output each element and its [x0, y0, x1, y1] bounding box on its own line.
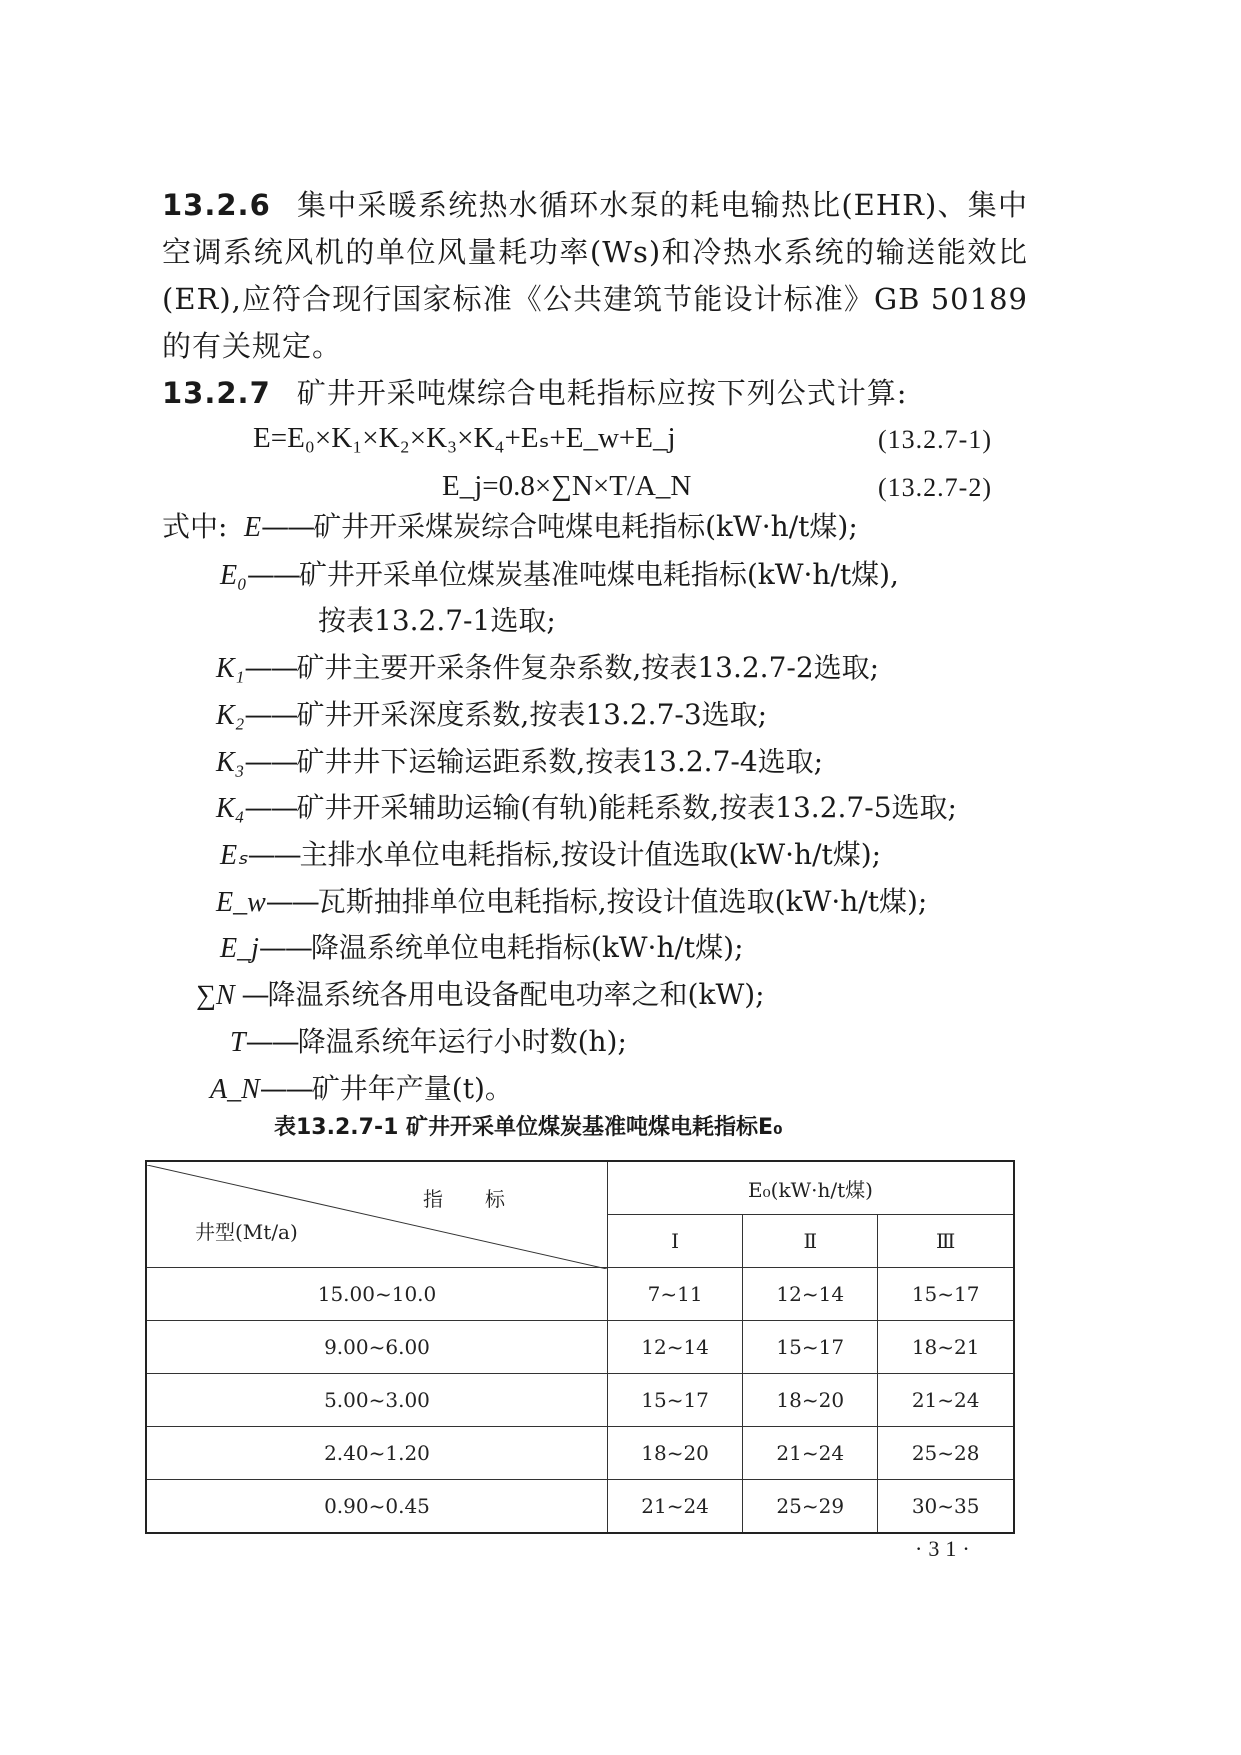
row-type: 0.90~0.45: [146, 1480, 608, 1534]
section-text: 矿井开采吨煤综合电耗指标应按下列公式计算:: [296, 376, 908, 410]
variable-item: A_N——矿井年产量(t)。: [210, 1072, 513, 1105]
row-value: 12~14: [743, 1268, 878, 1321]
row-type: 2.40~1.20: [146, 1427, 608, 1480]
variable-symbol: A_N: [210, 1074, 260, 1105]
variable-item: K₄——矿井开采辅助运输(有轨)能耗系数,按表13.2.7-5选取;: [216, 791, 957, 824]
row-value: 12~14: [608, 1321, 743, 1374]
where-label: 式中:: [162, 510, 228, 543]
variable-item: E_w——瓦斯抽排单位电耗指标,按设计值选取(kW·h/t煤);: [216, 885, 928, 918]
variable-item: E₀——矿井开采单位煤炭基准吨煤电耗指标(kW·h/t煤),: [220, 558, 899, 591]
table-header-row: [146, 1161, 1014, 1215]
row-type: 9.00~6.00: [146, 1321, 608, 1374]
variable-desc: 主排水单位电耗指标,按设计值选取(kW·h/t煤);: [299, 838, 882, 871]
corner-top-label: 指标: [423, 1186, 547, 1211]
row-value: 18~20: [743, 1374, 878, 1427]
row-value: 15~17: [878, 1268, 1014, 1321]
variable-item: K₁——矿井主要开采条件复杂系数,按表13.2.7-2选取;: [216, 651, 880, 684]
variable-desc: 瓦斯抽排单位电耗指标,按设计值选取(kW·h/t煤);: [317, 885, 928, 918]
variable-desc-continued: 按表13.2.7-1选取;: [318, 604, 556, 637]
table-row: [146, 1374, 1014, 1427]
variable-symbol: E: [244, 512, 262, 543]
page-number: ·31·: [915, 1536, 976, 1561]
data-table: [145, 1160, 1015, 1534]
variable-item: K₂——矿井开采深度系数,按表13.2.7-3选取;: [216, 698, 768, 731]
section-number: 13.2.7: [162, 376, 271, 410]
column-header: Ⅱ: [743, 1215, 878, 1268]
variable-symbol: E₀: [220, 560, 247, 591]
table-row: [146, 1427, 1014, 1480]
section-13-2-6: [162, 182, 1028, 370]
row-value: 21~24: [878, 1374, 1014, 1427]
row-value: 7~11: [608, 1268, 743, 1321]
variable-desc: 降温系统年运行小时数(h);: [297, 1025, 627, 1058]
table-caption: 表13.2.7-1 矿井开采单位煤炭基准吨煤电耗指标E₀: [274, 1115, 783, 1140]
row-value: 25~28: [878, 1427, 1014, 1480]
row-type: 15.00~10.0: [146, 1268, 608, 1321]
variable-item: T——降温系统年运行小时数(h);: [230, 1025, 627, 1058]
variable-desc: 降温系统单位电耗指标(kW·h/t煤);: [310, 931, 744, 964]
variable-item: K₃——矿井井下运输运距系数,按表13.2.7-4选取;: [216, 745, 824, 778]
table-row: [146, 1321, 1014, 1374]
variable-symbol: E_w: [216, 887, 266, 918]
variable-item: Eₛ——主排水单位电耗指标,按设计值选取(kW·h/t煤);: [220, 838, 882, 871]
table-row: [146, 1480, 1014, 1534]
variable-symbol: Eₛ: [220, 840, 248, 871]
formula-2: E_j=0.8×∑N×T/A_N: [442, 470, 692, 502]
table-corner-cell: [146, 1161, 608, 1268]
corner-bottom-label: 井型(Mt/a): [195, 1219, 298, 1244]
variable-desc: 矿井井下运输运距系数,按表13.2.7-4选取;: [296, 745, 824, 778]
row-value: 15~17: [743, 1321, 878, 1374]
row-value: 30~35: [878, 1480, 1014, 1534]
row-value: 21~24: [743, 1427, 878, 1480]
formula-1: E=E₀×K₁×K₂×K₃×K₄+Eₛ+E_w+E_j: [253, 422, 676, 454]
column-header: Ⅰ: [608, 1215, 743, 1268]
variable-desc: 矿井开采辅助运输(有轨)能耗系数,按表13.2.7-5选取;: [296, 791, 957, 824]
row-type: 5.00~3.00: [146, 1374, 608, 1427]
variable-symbol: E_j: [220, 933, 259, 964]
table-row: [146, 1268, 1014, 1321]
variable-desc: 矿井主要开采条件复杂系数,按表13.2.7-2选取;: [296, 651, 880, 684]
variable-desc: 矿井年产量(t)。: [311, 1072, 513, 1105]
variable-symbol: ∑N: [196, 980, 235, 1011]
row-value: 18~21: [878, 1321, 1014, 1374]
variable-symbol: K₃: [216, 747, 245, 778]
formula-1-number: (13.2.7-1): [878, 425, 992, 454]
row-value: 15~17: [608, 1374, 743, 1427]
variable-desc: 矿井开采深度系数,按表13.2.7-3选取;: [296, 698, 768, 731]
row-value: 25~29: [743, 1480, 878, 1534]
column-header: Ⅲ: [878, 1215, 1014, 1268]
formula-2-number: (13.2.7-2): [878, 473, 992, 502]
row-value: 21~24: [608, 1480, 743, 1534]
variable-item: E——矿井开采煤炭综合吨煤电耗指标(kW·h/t煤);: [244, 510, 858, 543]
section-text: 集中采暖系统热水循环水泵的耗电输热比(EHR)、集中空调系统风机的单位风量耗功率(Ws)和冷热水系统的输送能效比(ER),应符合现行国家标准《公共建筑节能设计标准》GB 50189的有关规定。: [162, 188, 1028, 363]
variable-item: E_j——降温系统单位电耗指标(kW·h/t煤);: [220, 931, 744, 964]
variable-desc: 降温系统各用电设备配电功率之和(kW);: [267, 978, 765, 1011]
variable-desc: 矿井开采单位煤炭基准吨煤电耗指标(kW·h/t煤),: [298, 558, 899, 591]
variable-symbol: K₂: [216, 700, 245, 731]
group-header: E₀(kW·h/t煤): [608, 1161, 1015, 1215]
section-number: 13.2.6: [162, 188, 271, 222]
variable-item: ∑N —降温系统各用电设备配电功率之和(kW);: [196, 978, 765, 1011]
variable-desc: 矿井开采煤炭综合吨煤电耗指标(kW·h/t煤);: [313, 510, 858, 543]
section-13-2-7: [162, 370, 1028, 417]
row-value: 18~20: [608, 1427, 743, 1480]
variable-symbol: K₄: [216, 793, 245, 824]
variable-symbol: K₁: [216, 653, 245, 684]
variable-symbol: T: [230, 1027, 246, 1058]
